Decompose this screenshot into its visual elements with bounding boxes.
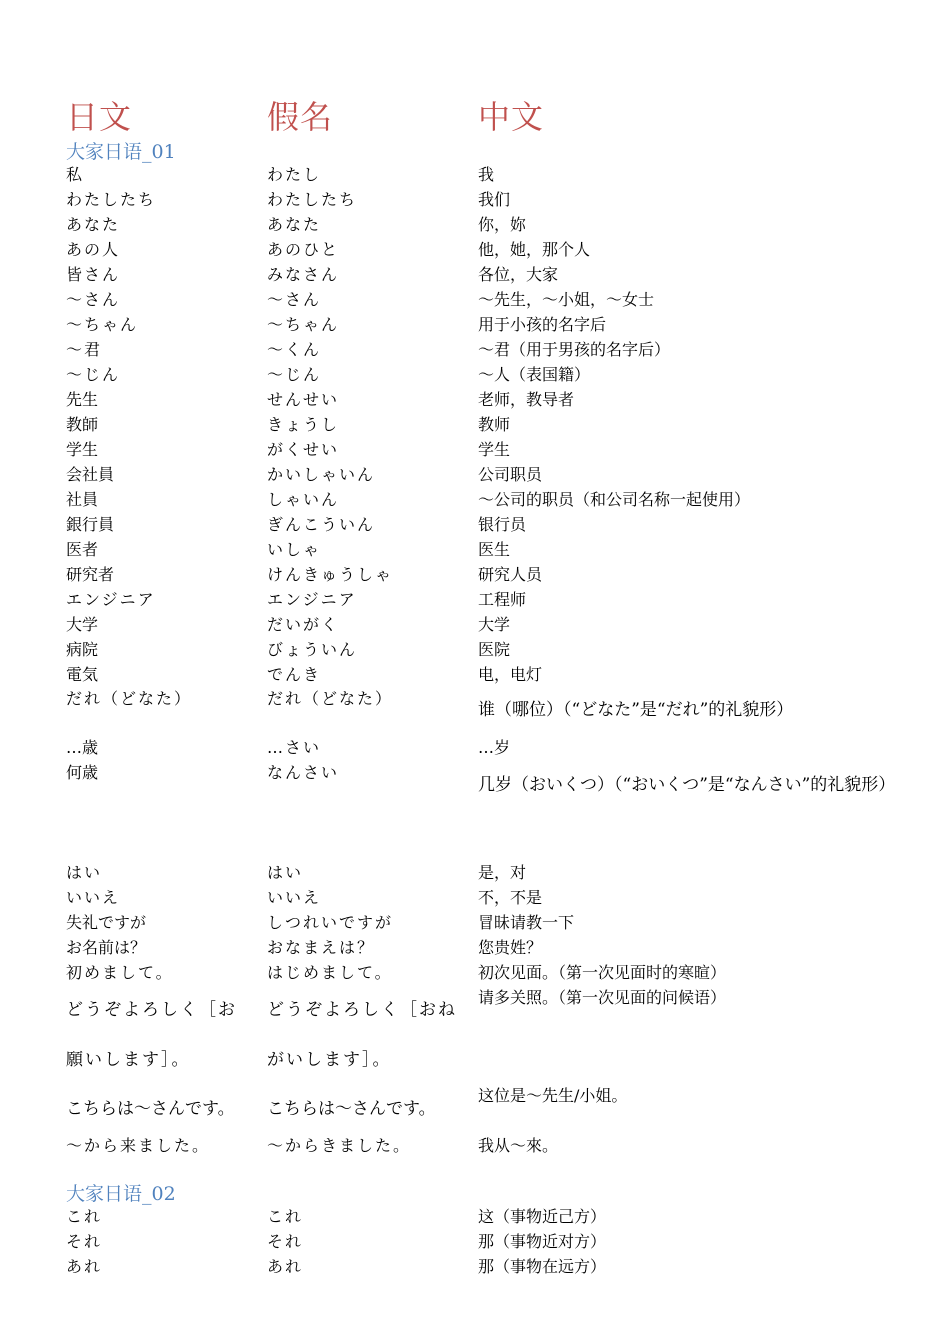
row-jp: こちらは～さんです。 bbox=[66, 1099, 235, 1119]
row-jp: ～から来ました。 bbox=[66, 1136, 211, 1155]
row-kana: ～じん bbox=[267, 365, 322, 384]
row-cn: 工程师 bbox=[478, 590, 527, 609]
row-cn: 是，对 bbox=[478, 863, 527, 882]
row-cn: ～人（表国籍） bbox=[478, 365, 591, 384]
row-jp: 先生 bbox=[66, 390, 99, 409]
row-cn: 我从～來。 bbox=[478, 1136, 559, 1155]
row-cn: 我们 bbox=[478, 190, 511, 209]
row-cn: 这位是～先生/小姐。 bbox=[478, 1086, 628, 1105]
header-japanese: 日文 bbox=[66, 98, 133, 136]
row-jp: 皆さん bbox=[66, 265, 121, 284]
row-kana: こちらは～さんです。 bbox=[267, 1099, 436, 1119]
row-kana: いいえ bbox=[267, 888, 322, 907]
row-cn: ～先生，～小姐，～女士 bbox=[478, 290, 655, 309]
section-title-02: 大家日语_02 bbox=[66, 1183, 176, 1205]
row-cn: 谁（哪位）（“どなた”是“だれ”的礼貌形） bbox=[478, 700, 794, 720]
row-jp: 教師 bbox=[66, 415, 99, 434]
row-kana: びょういん bbox=[267, 640, 358, 659]
row-cn: 用于小孩的名字后 bbox=[478, 315, 607, 334]
row-jp: いいえ bbox=[66, 888, 121, 907]
row-jp: エンジニア bbox=[66, 590, 156, 609]
row-cn: 几岁（おいくつ）（“おいくつ”是“なんさい”的礼貌形） bbox=[478, 775, 896, 795]
row-kana: はじめまして。 bbox=[267, 963, 393, 982]
row-jp: ～じん bbox=[66, 365, 121, 384]
row-cn: 我 bbox=[478, 165, 495, 184]
row-jp: わたしたち bbox=[66, 190, 157, 209]
row-cn: 各位，大家 bbox=[478, 265, 559, 284]
row-jp: 何歳 bbox=[66, 763, 99, 782]
row-jp: どうぞよろしく［お願いします］。 bbox=[66, 1000, 237, 1070]
row-cn: 教师 bbox=[478, 415, 511, 434]
row-kana: おなまえは？ bbox=[267, 938, 376, 957]
row-cn: 这（事物近己方） bbox=[478, 1207, 607, 1226]
row-cn: 公司职员 bbox=[478, 465, 543, 484]
row-jp: 医者 bbox=[66, 540, 99, 559]
row-jp: ～さん bbox=[66, 290, 121, 309]
row-jp: だれ（どなた） bbox=[66, 689, 193, 708]
row-kana: かいしゃいん bbox=[267, 465, 376, 484]
row-kana: …さい bbox=[267, 738, 322, 757]
row-jp: それ bbox=[66, 1232, 103, 1251]
row-cn: 初次见面。（第一次见面时的寒暄） bbox=[478, 963, 727, 982]
row-cn: 医生 bbox=[478, 540, 511, 559]
row-kana: けんきゅうしゃ bbox=[267, 565, 394, 584]
row-jp: これ bbox=[66, 1207, 103, 1226]
row-kana: ～さん bbox=[267, 290, 322, 309]
row-kana: でんき bbox=[267, 665, 322, 684]
row-kana: わたし bbox=[267, 165, 322, 184]
row-jp: 大学 bbox=[66, 615, 99, 634]
section-title-01: 大家日语_01 bbox=[66, 141, 176, 163]
row-jp: 研究者 bbox=[66, 565, 115, 584]
row-jp: あれ bbox=[66, 1257, 103, 1276]
row-cn: 医院 bbox=[478, 640, 511, 659]
row-cn: 那（事物近对方） bbox=[478, 1232, 607, 1251]
row-cn: 您贵姓？ bbox=[478, 938, 543, 957]
row-kana: いしゃ bbox=[267, 540, 322, 559]
row-kana: エンジニア bbox=[267, 590, 357, 609]
row-cn: ～君（用于男孩的名字后） bbox=[478, 340, 671, 359]
row-jp: あなた bbox=[66, 215, 121, 234]
row-kana: あのひと bbox=[267, 240, 340, 259]
row-cn: 老师，教导者 bbox=[478, 390, 575, 409]
row-cn: ～公司的职员（和公司名称一起使用） bbox=[478, 490, 751, 509]
row-jp: 初めまして。 bbox=[66, 963, 174, 982]
row-kana: ぎんこういん bbox=[267, 515, 376, 534]
row-cn: 学生 bbox=[478, 440, 511, 459]
row-kana: なんさい bbox=[267, 763, 340, 782]
row-cn: 冒昧请教一下 bbox=[478, 913, 575, 932]
row-jp: 会社員 bbox=[66, 465, 115, 484]
row-cn: …岁 bbox=[478, 738, 511, 757]
row-cn: 不，不是 bbox=[478, 888, 543, 907]
row-kana: がくせい bbox=[267, 440, 340, 459]
row-jp: はい bbox=[66, 863, 103, 882]
row-kana: だいがく bbox=[267, 615, 340, 634]
row-kana: はい bbox=[267, 863, 304, 882]
row-cn: 请多关照。（第一次见面的问候语） bbox=[478, 988, 727, 1007]
row-kana: きょうし bbox=[267, 415, 340, 434]
row-jp: ～ちゃん bbox=[66, 315, 139, 334]
row-jp: 学生 bbox=[66, 440, 99, 459]
row-cn: 你，妳 bbox=[478, 215, 527, 234]
row-jp: 社員 bbox=[66, 490, 99, 509]
row-jp: 私 bbox=[66, 165, 83, 184]
row-kana: あれ bbox=[267, 1257, 304, 1276]
row-kana: これ bbox=[267, 1207, 304, 1226]
row-cn: 那（事物在远方） bbox=[478, 1257, 607, 1276]
row-kana: ～からきました。 bbox=[267, 1136, 412, 1155]
row-kana: ～くん bbox=[267, 340, 322, 359]
row-jp: あの人 bbox=[66, 240, 121, 259]
row-cn: 银行员 bbox=[478, 515, 527, 534]
row-jp: 病院 bbox=[66, 640, 99, 659]
row-kana: みなさん bbox=[267, 265, 340, 284]
row-kana: わたしたち bbox=[267, 190, 358, 209]
row-cn: 大学 bbox=[478, 615, 511, 634]
row-jp: 電気 bbox=[66, 665, 99, 684]
row-cn: 电，电灯 bbox=[478, 665, 543, 684]
header-chinese: 中文 bbox=[478, 98, 545, 136]
row-kana: それ bbox=[267, 1232, 304, 1251]
row-jp: ～君 bbox=[66, 340, 103, 359]
row-jp: …歳 bbox=[66, 738, 99, 757]
row-kana: しゃいん bbox=[267, 490, 340, 509]
row-kana: しつれいですが bbox=[267, 913, 394, 932]
row-jp: 失礼ですが bbox=[66, 913, 147, 932]
row-kana: せんせい bbox=[267, 390, 340, 409]
row-kana: だれ（どなた） bbox=[267, 689, 394, 708]
row-jp: 銀行員 bbox=[66, 515, 115, 534]
row-kana: ～ちゃん bbox=[267, 315, 340, 334]
row-cn: 研究人员 bbox=[478, 565, 543, 584]
row-kana: あなた bbox=[267, 215, 322, 234]
row-cn: 他，她，那个人 bbox=[478, 240, 591, 259]
row-kana: どうぞよろしく［おねがいします］。 bbox=[267, 1000, 457, 1070]
header-kana: 假名 bbox=[267, 98, 334, 136]
row-jp: お名前は？ bbox=[66, 938, 147, 957]
